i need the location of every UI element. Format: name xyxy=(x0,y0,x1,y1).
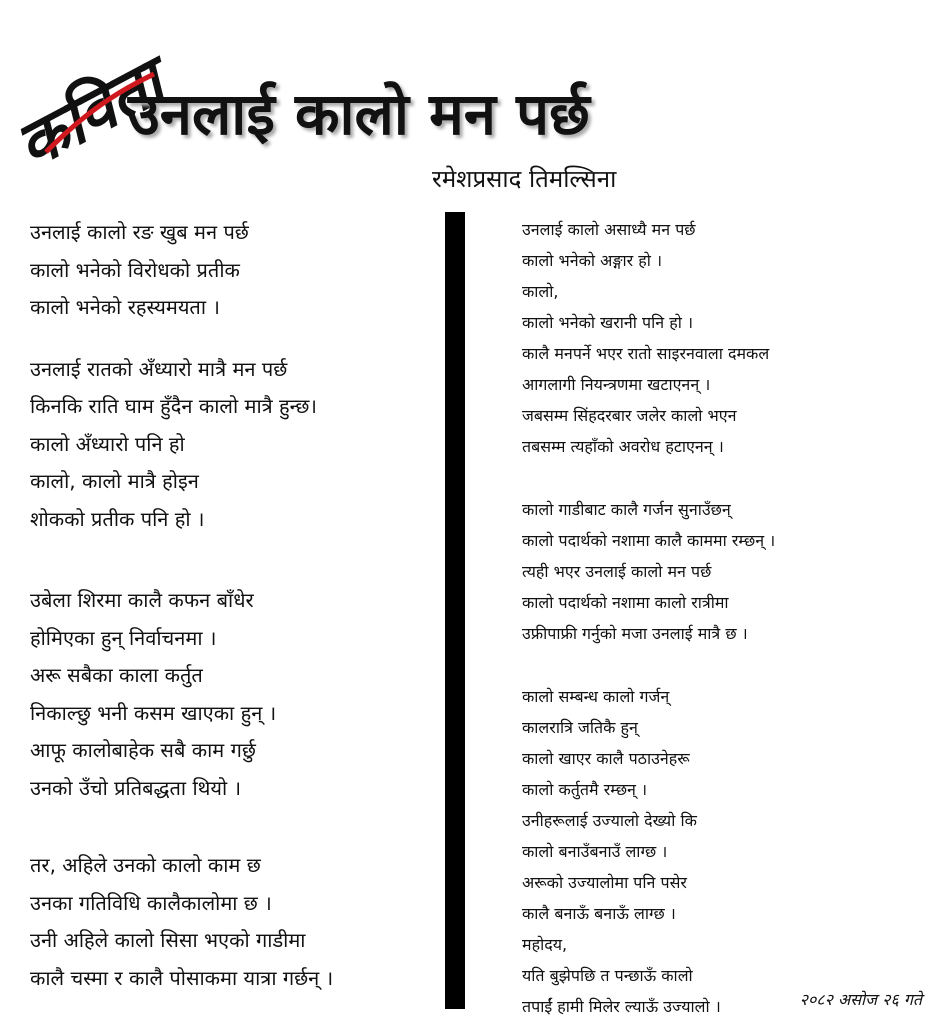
poem-line: कालरात्रि जतिकै हुन् xyxy=(522,718,638,737)
logo-text: कविता xyxy=(4,44,176,184)
author-name: रमेशप्रसाद तिमल्सिना xyxy=(432,165,617,193)
poem-line: उनीहरूलाई उज्यालो देख्यो कि xyxy=(522,811,697,830)
poem-line: उनलाई कालो रङ खुब मन पर्छ xyxy=(30,220,249,244)
poem-line: जबसम्म सिंहदरबार जलेर कालो भएन xyxy=(522,406,737,425)
poem-line: निकाल्छु भनी कसम खाएका हुन् । xyxy=(30,700,277,725)
poem-line: उनी अहिले कालो सिसा भएको गाडीमा xyxy=(30,928,306,952)
poem-line: किनकि राति घाम हुँदैन कालो मात्रै हुन्छ। xyxy=(30,394,317,418)
left-stanza-1 xyxy=(30,214,435,327)
poem-line: अरूको उज्यालोमा पनि पसेर xyxy=(522,873,687,892)
left-stanza-4 xyxy=(30,847,435,997)
poem-line: कालो पदार्थको नशामा कालै काममा रम्छन् । xyxy=(522,531,776,550)
poem-line: कालो भनेको रहस्यमयता । xyxy=(30,295,220,319)
poem-line: उनका गतिविधि कालैकालोमा छ । xyxy=(30,890,272,915)
right-stanza-2 xyxy=(522,494,922,649)
poem-line: आफू कालोबाहेक सबै काम गर्छु xyxy=(30,738,256,762)
poem-line: कालो भनेको अङ्गार हो । xyxy=(522,251,663,270)
poem-line: कालै मनपर्ने भएर रातो साइरनवाला दमकल xyxy=(522,344,770,363)
left-column xyxy=(30,214,435,997)
poem-line: आगलागी नियन्त्रणमा खटाएनन् । xyxy=(522,375,711,394)
right-column xyxy=(522,214,922,1022)
right-stanza-1 xyxy=(522,214,922,462)
right-stanza-3 xyxy=(522,681,922,1022)
poem-line: कालो भनेको विरोधको प्रतीक xyxy=(30,257,240,282)
poem-line: कालो भनेको खरानी पनि हो । xyxy=(522,313,694,332)
date-stamp: २०८२ असोज २६ गते xyxy=(799,990,922,1009)
poem-line: कालो पदार्थको नशामा कालो रात्रीमा xyxy=(522,593,729,612)
poem-line: उफ्रीपाफ्री गर्नुको मजा उनलाई मात्रै छ । xyxy=(522,624,748,643)
poem-line: अरू सबैका काला कर्तुत xyxy=(30,663,203,687)
poem-line: कालो गाडीबाट कालै गर्जन सुनाउँछन् xyxy=(522,500,731,519)
poem-line: कालो खाएर कालै पठाउनेहरू xyxy=(522,749,690,768)
poem-line: कालो, xyxy=(522,282,559,301)
poem-line: त्यही भएर उनलाई कालो मन पर्छ xyxy=(522,562,712,581)
left-stanza-2 xyxy=(30,351,435,539)
poem-line: कालै चस्मा र कालै पोसाकमा यात्रा गर्छन् । xyxy=(30,965,334,990)
poem-line: तपाईं हामी मिलेर ल्याऊँ उज्यालो । xyxy=(522,997,721,1016)
poem-line: यति बुझेपछि त पन्छाऊँ कालो xyxy=(522,966,693,985)
poem-line: तर, अहिले उनको कालो काम छ xyxy=(30,853,261,877)
poem-line: होमिएका हुन् निर्वाचनमा । xyxy=(30,625,217,650)
poem-line: शोकको प्रतीक पनि हो । xyxy=(30,506,205,531)
poem-line: कालै बनाऊँ बनाऊँ लाग्छ । xyxy=(522,904,676,923)
poem-line: उबेला शिरमा कालै कफन बाँधेर xyxy=(30,588,254,612)
poem-line: तबसम्म त्यहाँको अवरोध हटाएनन् । xyxy=(522,437,724,456)
poem-line: कालो सम्बन्ध कालो गर्जन् xyxy=(522,687,670,706)
column-divider xyxy=(445,212,465,1009)
left-stanza-3 xyxy=(30,582,435,807)
poem-line: उनलाई रातको अँध्यारो मात्रै मन पर्छ xyxy=(30,356,288,381)
poem-line: कालो अँध्यारो पनि हो xyxy=(30,431,185,456)
poem-line: कालो, कालो मात्रै होइन xyxy=(30,469,199,493)
poem-line: उनको उँचो प्रतिबद्धता थियो । xyxy=(30,775,242,800)
poem-title: उनलाई कालो मन पर्छ xyxy=(128,80,590,148)
poem-line: कालो बनाउँबनाउँ लाग्छ । xyxy=(522,842,668,861)
poem-line: कालो कर्तुतमै रम्छन् । xyxy=(522,780,648,799)
poem-line: महोदय, xyxy=(522,935,568,954)
poem-line: उनलाई कालो असाध्यै मन पर्छ xyxy=(522,220,696,239)
